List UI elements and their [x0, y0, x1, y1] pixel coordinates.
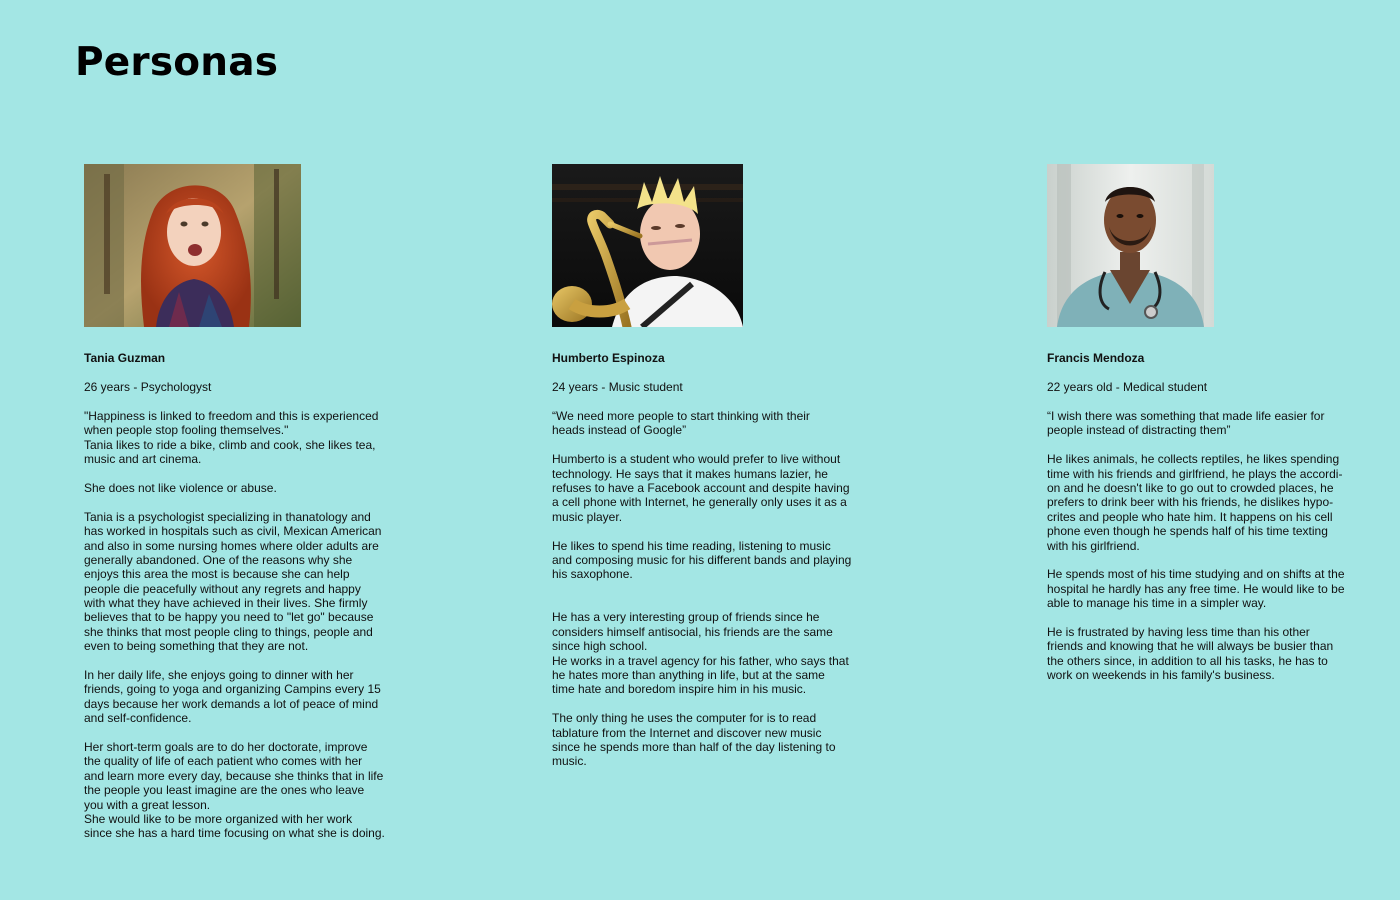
persona-card-humberto [552, 164, 852, 769]
persona-text-line: able to manage his time in a simpler way. [1047, 596, 1267, 611]
persona-text-line: technology. He says that it makes humans lazier, he [552, 466, 828, 481]
persona-text-line: phone even though he spends half of his time texting [1047, 524, 1328, 539]
persona-text-line: and learn more every day, because she thinks that in life [84, 768, 384, 783]
persona-photo [84, 164, 301, 327]
photo-woman-red-hair-icon [84, 164, 301, 327]
persona-text-line: enjoys this area the most is because she can help [84, 567, 350, 582]
persona-text-line: generally abandoned. One of the reasons why she [84, 552, 353, 567]
persona-text-line: “I wish there was something that made life easier for [1047, 409, 1325, 423]
persona-text-line: In her daily life, she enjoys going to dinner with her [84, 668, 354, 683]
persona-text-line: friends, going to yoga and organizing Campins every 15 [84, 682, 381, 697]
persona-text-line: and self-confidence. [84, 711, 192, 726]
persona-text-line: He has a very interesting group of friends since he [552, 610, 820, 625]
page-title: Personas [75, 40, 279, 85]
persona-text-line: tablature from the Internet and discover new music [552, 725, 822, 740]
persona-text-line: since he spends more than half of the day listening to [552, 740, 836, 754]
persona-text-line: heads instead of Google” [552, 423, 687, 438]
persona-photo [1047, 164, 1214, 327]
persona-text-line: since she has a hard time focusing on what she is doing. [84, 826, 385, 841]
persona-text-line: and also in some nursing homes where older adults are [84, 538, 379, 553]
persona-text-line: He is frustrated by having less time than his other [1047, 624, 1310, 639]
persona-text-line: Her short-term goals are to do her doctorate, improve [84, 739, 368, 754]
persona-text-line: music player. [552, 509, 623, 524]
persona-text-line: since high school. [552, 639, 648, 654]
persona-age: 24 years - Music student [552, 380, 683, 394]
persona-text-line: He likes to spend his time reading, listening to music [552, 538, 831, 553]
persona-description [1047, 409, 1345, 682]
persona-text-line: she thinks that most people cling to things, people and [84, 624, 373, 639]
persona-text-line: the quality of life of each patient who comes with her [84, 754, 363, 769]
photo-man-scrubs-stethoscope-icon [1047, 164, 1214, 327]
persona-text-line: considers himself antisocial, his friends are the same [552, 624, 833, 639]
persona-text-line: “We need more people to start thinking with their [552, 409, 810, 423]
persona-text-line: believes that to be happy you need to "let go" because [84, 610, 374, 625]
persona-text-line: on and he doesn't like to go out to crowded places, he [1047, 480, 1334, 495]
persona-text-line: when people stop fooling themselves." [84, 423, 289, 438]
persona-text-line: people instead of distracting them” [1047, 423, 1231, 438]
persona-text-line: has worked in hospitals such as civil, Mexican American [84, 524, 382, 539]
photo-man-saxophone-icon [552, 164, 743, 327]
persona-text-line: with his girlfriend. [1047, 538, 1140, 553]
persona-text-line: He spends most of his time studying and on shifts at the [1047, 567, 1345, 582]
persona-age: 22 years old - Medical student [1047, 380, 1208, 394]
persona-text-line: you with a great lesson. [84, 797, 211, 812]
persona-text-line: He works in a travel agency for his father, who says that [552, 653, 849, 668]
persona-text-line: work on weekends in his family's business. [1047, 668, 1275, 683]
persona-photo [552, 164, 743, 327]
persona-text-line: Tania likes to ride a bike, climb and cook, she likes tea, [84, 437, 376, 452]
persona-text-line: Tania is a psychologist specializing in thanatology and [84, 509, 371, 524]
persona-description [552, 409, 851, 769]
persona-text-line: his saxophone. [552, 567, 633, 582]
persona-name: Francis Mendoza [1047, 351, 1145, 365]
persona-text-line: and composing music for his different bands and playing [552, 552, 852, 567]
persona-text-line: music. [552, 754, 587, 769]
persona-text-line: friends and knowing that he will always be busier than [1047, 639, 1334, 654]
persona-text-line: time hate and boredom inspire him in his music. [552, 682, 807, 697]
persona-text-line: Humberto is a student who would prefer to live without [552, 452, 841, 467]
persona-text-line: She does not like violence or abuse. [84, 480, 277, 495]
persona-text-line: the people you least imagine are the ones who leave [84, 783, 365, 798]
persona-text-line: people die peacefully without any regrets and happy [84, 581, 361, 596]
persona-text-line: days because her work demands a lot of peace of mind [84, 696, 379, 711]
persona-text-line: crites and people who hate him. It happens on his cell [1047, 509, 1333, 524]
persona-text-line: music and art cinema. [84, 452, 202, 467]
persona-text-line: She would like to be more organized with her work [84, 811, 353, 826]
persona-text-line: time with his friends and girlfriend, he plays the accordi- [1047, 466, 1343, 481]
persona-text-line: a cell phone with Internet, he generally only uses it as a [552, 495, 847, 510]
persona-age: 26 years - Psychologyst [84, 380, 212, 394]
persona-text-line: "Happiness is linked to freedom and this is experienced [84, 409, 379, 423]
persona-text-line: with what they have achieved in their lives. She firmly [84, 596, 368, 611]
persona-text-line: refuses to have a Facebook account and despite having [552, 480, 850, 495]
persona-description [84, 409, 385, 841]
persona-text-line: prefers to drink beer with his friends, he dislikes hypo- [1047, 495, 1334, 510]
persona-text-line: the others since, in addition to all his tasks, he has to [1047, 653, 1328, 668]
persona-name: Tania Guzman [84, 351, 166, 365]
persona-text-line: The only thing he uses the computer for is to read [552, 711, 817, 726]
persona-name: Humberto Espinoza [552, 351, 665, 365]
persona-card-tania [84, 164, 385, 841]
persona-text-line: He likes animals, he collects reptiles, he likes spending [1047, 452, 1340, 467]
persona-text-line: hospital he hardly has any free time. He would like to be [1047, 581, 1345, 596]
persona-text-line: even to being something that they are not. [84, 639, 309, 654]
persona-text-line: he hates more than anything in life, but at the same [552, 668, 825, 683]
persona-card-francis [1047, 164, 1345, 683]
